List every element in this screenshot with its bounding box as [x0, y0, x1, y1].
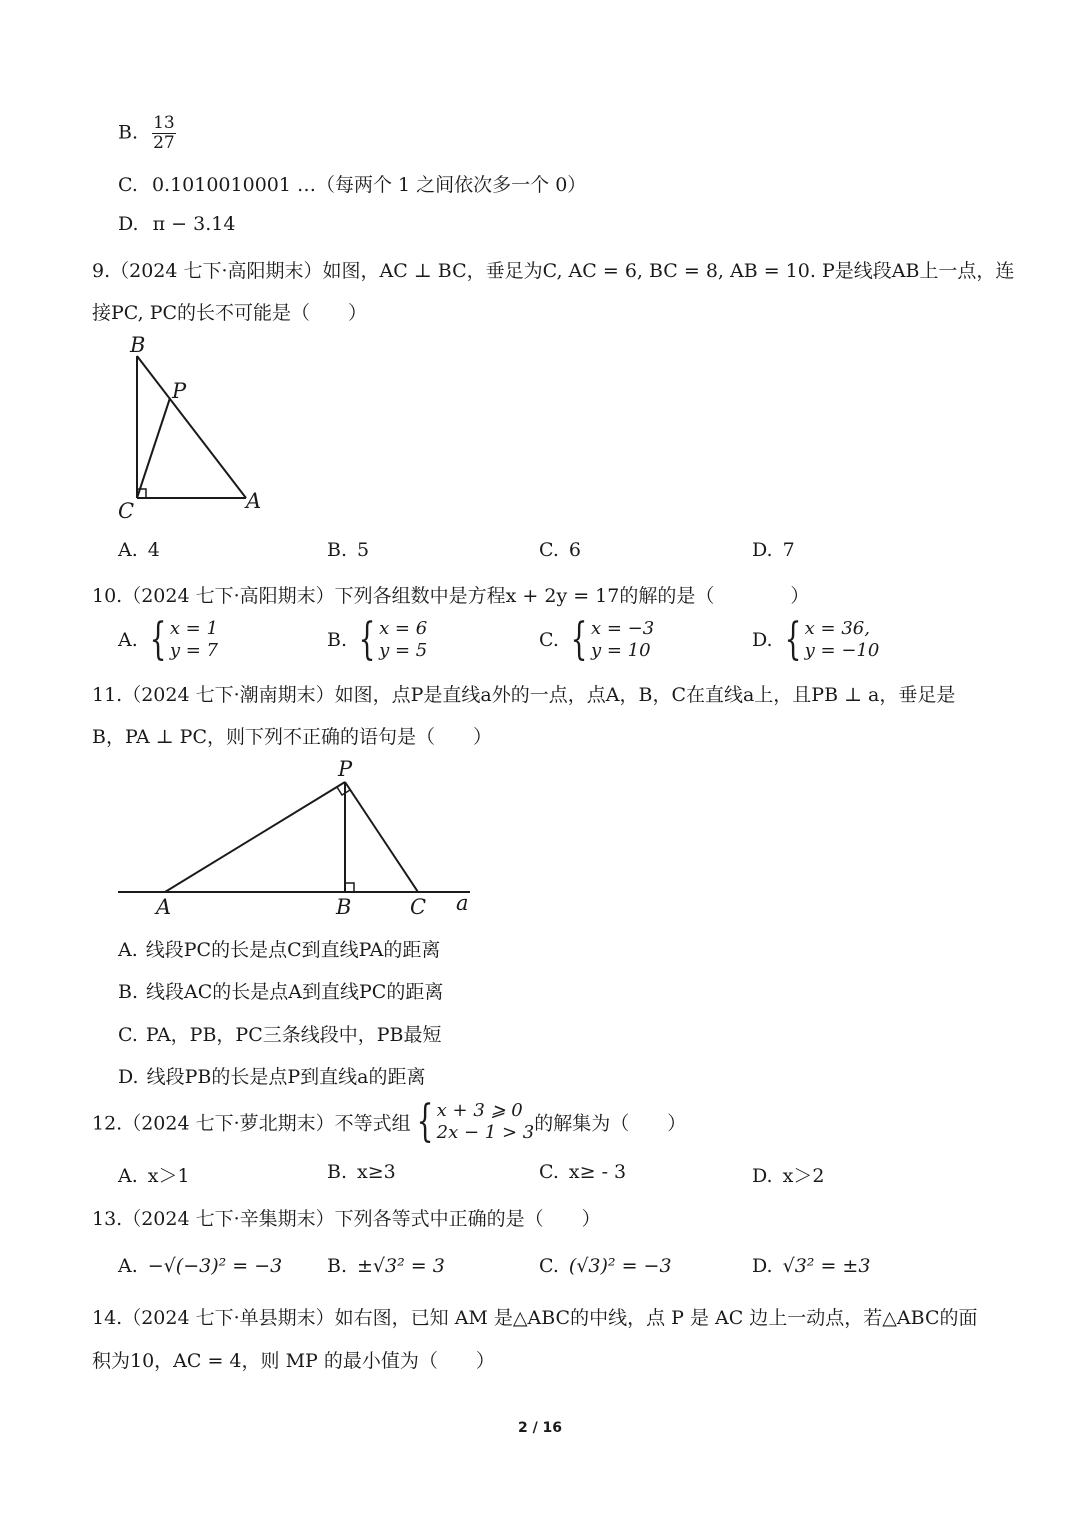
option-label: C. — [539, 1161, 559, 1183]
option-label: C. — [118, 174, 138, 196]
system-line-2: y = −10 — [804, 640, 880, 661]
q13-option-c — [539, 1255, 672, 1277]
q9-triangle-figure — [110, 330, 280, 525]
option-text: 7 — [782, 539, 795, 561]
option-label: C. — [539, 629, 559, 651]
q13-option-d — [752, 1255, 870, 1277]
q9-option-a — [118, 539, 160, 561]
option-label: A. — [118, 939, 138, 961]
label-p: P — [172, 379, 187, 403]
option-label: D. — [752, 1255, 773, 1277]
label-p: P — [338, 757, 353, 781]
option-text: 线段AC的长是点A到直线PC的距离 — [146, 981, 444, 1003]
q11-line-figure — [110, 752, 480, 922]
q9-option-d — [752, 539, 795, 561]
q12-option-c — [539, 1161, 626, 1183]
equation-system — [353, 614, 428, 665]
q10-option-a — [118, 614, 218, 665]
segment-ab — [137, 356, 246, 498]
system-line-2: y = 5 — [379, 640, 428, 661]
q10-option-b — [327, 614, 428, 665]
q12-prefix: 12.（2024 七下·萝北期末）不等式组 — [92, 1112, 411, 1135]
system-line-1: x = −3 — [590, 618, 655, 639]
brace-icon: { — [358, 614, 376, 665]
option-label: B. — [327, 1161, 348, 1183]
brace-icon: { — [570, 614, 588, 665]
option-text: x≥3 — [357, 1161, 396, 1183]
label-a: A — [246, 489, 262, 513]
label-line-a: a — [456, 891, 469, 915]
option-text: x＞2 — [782, 1165, 825, 1187]
q9-option-b — [327, 539, 369, 561]
equation-system — [779, 614, 880, 665]
system-line-2: y = 7 — [169, 640, 218, 661]
q9-option-c — [539, 539, 581, 561]
equation-system — [565, 614, 655, 665]
q11-option-b — [118, 977, 443, 1004]
system-line-1: x = 36, — [804, 618, 870, 639]
option-text: 线段PB的长是点P到直线a的距离 — [146, 1066, 426, 1088]
label-c: C — [410, 895, 427, 919]
option-text: x≥ - 3 — [568, 1161, 627, 1183]
label-b: B — [130, 333, 146, 357]
option-text: √3² = ±3 — [782, 1255, 871, 1277]
option-label: D. — [752, 539, 773, 561]
q12-option-a — [118, 1161, 190, 1188]
option-label: D. — [752, 1165, 773, 1187]
q11-option-a — [118, 935, 440, 962]
option-label: A. — [118, 629, 138, 651]
option-label: B. — [118, 981, 139, 1003]
system-line-2: 2x − 1 > 3 — [436, 1122, 535, 1143]
equation-system — [144, 614, 218, 665]
brace-icon: { — [416, 1096, 434, 1147]
option-label: B. — [327, 629, 348, 651]
q9-stem-line1: 9.（2024 七下·高阳期末）如图，AC ⊥ BC，垂足为C, AC = 6, BC = 8, AB = 10. P是线段AB上一点，连 — [92, 260, 1015, 282]
option-label: D. — [752, 629, 773, 651]
fraction-numerator: 13 — [153, 113, 175, 133]
option-label: A. — [118, 1255, 138, 1277]
q11-option-d — [118, 1062, 425, 1089]
option-label: D. — [118, 1066, 139, 1088]
option-label: B. — [327, 1255, 348, 1277]
system-line-1: x = 1 — [169, 618, 218, 639]
q11-option-c — [118, 1020, 441, 1047]
q8-option-c — [118, 170, 586, 197]
option-label: C. — [118, 1024, 138, 1046]
brace-icon: { — [149, 614, 167, 665]
segment-pc — [345, 782, 418, 892]
option-text: ±√3² = 3 — [357, 1255, 445, 1277]
q10-option-d — [752, 614, 880, 665]
q13-option-b — [327, 1255, 445, 1277]
option-text: 0.1010010001 …（每两个 1 之间依次多一个 0） — [151, 174, 587, 196]
label-c: C — [118, 499, 135, 523]
option-text: π − 3.14 — [152, 213, 236, 235]
q13-stem: 13.（2024 七下·辛集期末）下列各等式中正确的是（ ） — [92, 1208, 601, 1230]
right-angle-mark-b — [345, 883, 354, 892]
option-text: 4 — [147, 539, 160, 561]
option-text: 线段PC的长是点C到直线PA的距离 — [145, 939, 441, 961]
segment-pc — [137, 398, 170, 498]
q8-option-d — [118, 213, 235, 235]
option-label: A. — [118, 539, 138, 561]
q13-option-a — [118, 1255, 282, 1277]
q12-suffix: 的解集为（ ） — [534, 1112, 687, 1135]
q12-option-b — [327, 1161, 396, 1183]
option-label: A. — [118, 1165, 138, 1187]
option-label: C. — [539, 539, 559, 561]
option-text: x＞1 — [147, 1165, 190, 1187]
label-b: B — [336, 895, 352, 919]
fraction-denominator: 27 — [153, 133, 175, 153]
q14-stem-line2: 积为10，AC = 4，则 MP 的最小值为（ ） — [92, 1350, 495, 1372]
q11-stem-line1: 11.（2024 七下·潮南期末）如图，点P是直线a外的一点，点A，B，C在直线a上，且PB ⊥ a，垂足是 — [92, 684, 956, 706]
segment-pa — [165, 782, 345, 892]
option-label: B. — [327, 539, 348, 561]
system-line-1: x = 6 — [379, 618, 428, 639]
q11-stem-line2: B，PA ⊥ PC，则下列不正确的语句是（ ） — [92, 726, 492, 748]
option-text: −√(−3)² = −3 — [147, 1255, 283, 1277]
q12-option-d — [752, 1161, 824, 1188]
system-line-2: y = 10 — [590, 640, 651, 661]
fraction — [152, 114, 176, 153]
inequality-system — [411, 1096, 535, 1147]
brace-icon: { — [784, 614, 802, 665]
q9-stem-line2: 接PC, PC的长不可能是（ ） — [92, 302, 368, 324]
option-text: 6 — [568, 539, 581, 561]
option-text: (√3)² = −3 — [568, 1255, 672, 1277]
q8-option-b — [118, 114, 176, 153]
page-number: 2 / 16 — [517, 1420, 563, 1436]
q12-stem — [92, 1096, 687, 1147]
label-a: A — [156, 895, 172, 919]
system-line-1: x + 3 ⩾ 0 — [436, 1100, 523, 1121]
option-text: PA，PB，PC三条线段中，PB最短 — [145, 1024, 442, 1046]
q14-stem-line1: 14.（2024 七下·单县期末）如右图，已知 AM 是△ABC的中线，点 P 是 AC 边上一动点，若△ABC的面 — [92, 1307, 978, 1329]
option-label: C. — [539, 1255, 559, 1277]
q10-stem: 10.（2024 七下·高阳期末）下列各组数中是方程x + 2y = 17的解的是（ ） — [92, 585, 810, 607]
option-label: D. — [118, 213, 139, 235]
option-label: B. — [118, 121, 139, 144]
q10-option-c — [539, 614, 655, 665]
option-text: 5 — [357, 539, 370, 561]
